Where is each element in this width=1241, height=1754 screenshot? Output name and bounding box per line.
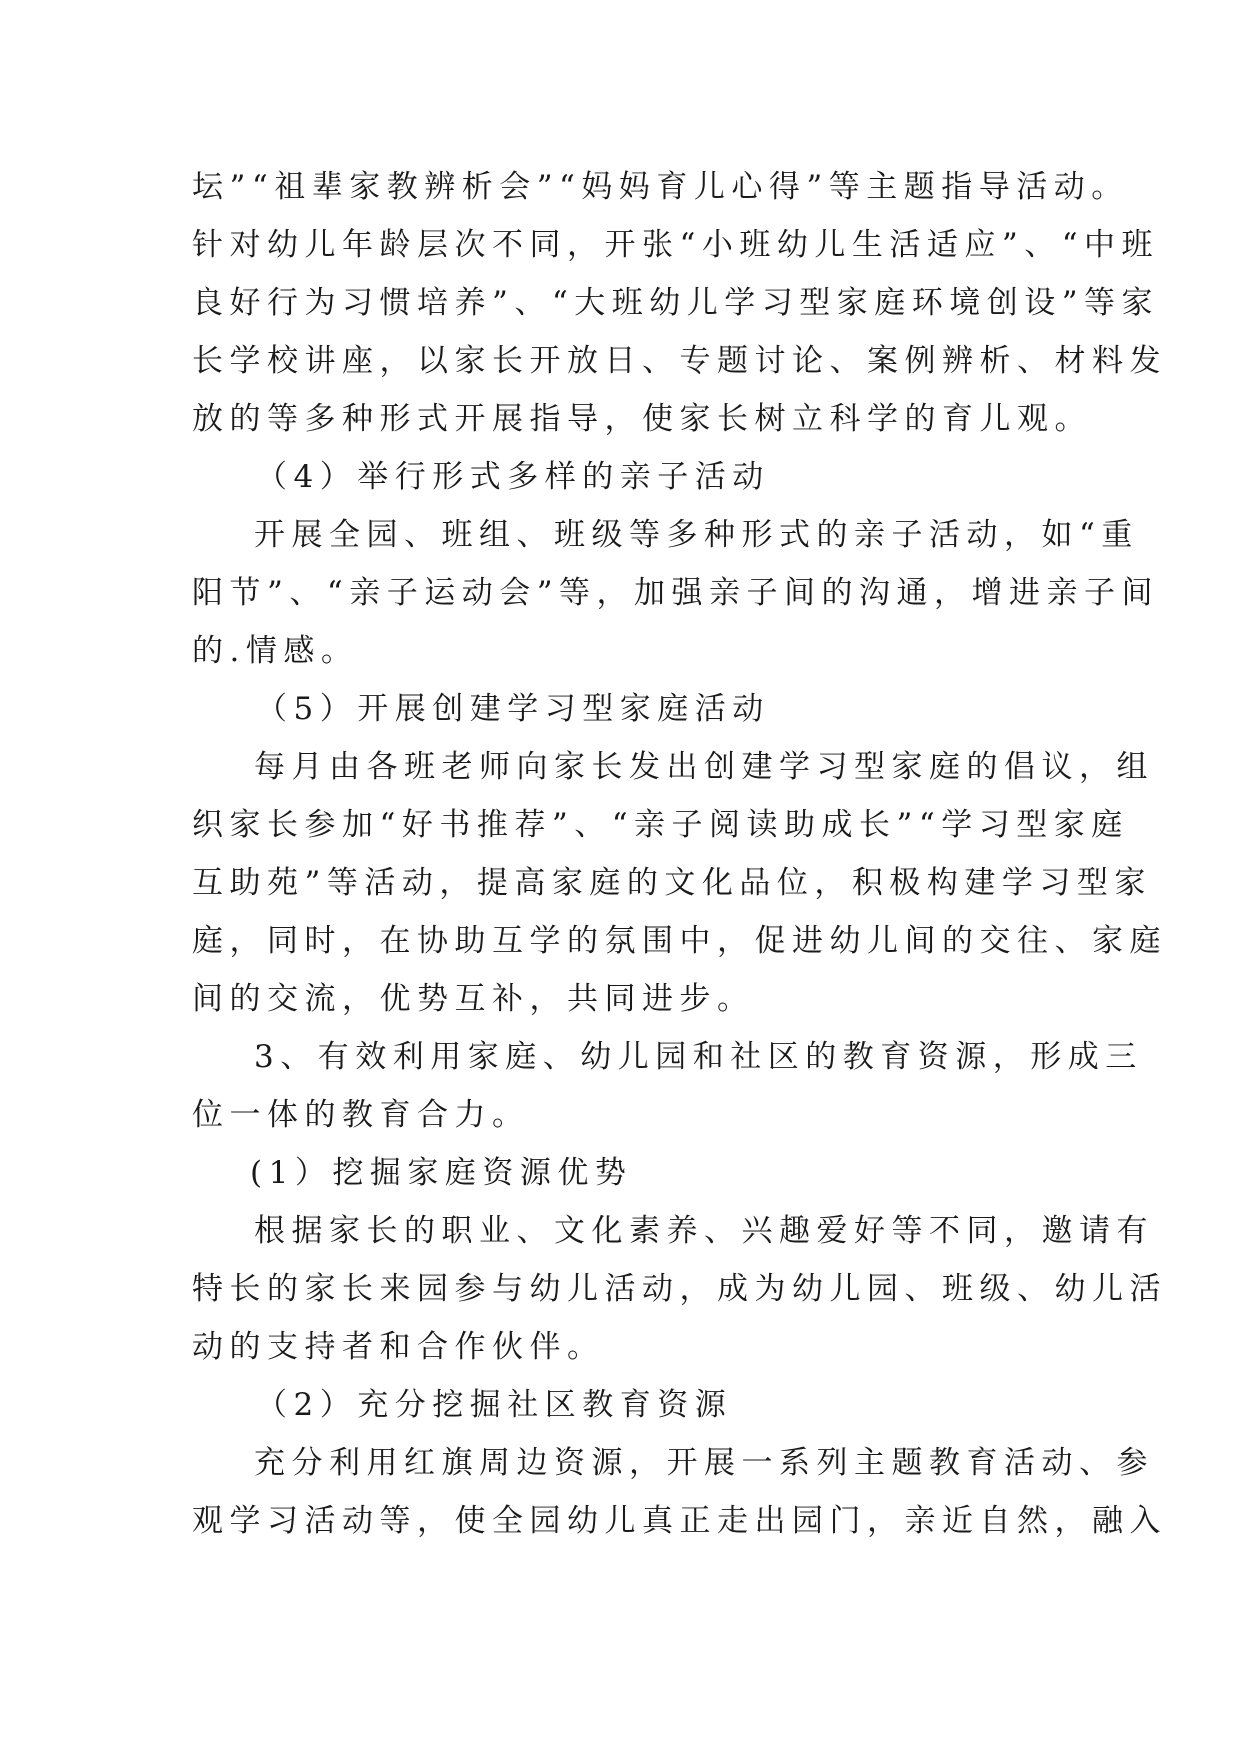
section-heading: （4）举行形式多样的亲子活动 [256,459,770,495]
text-line: 观学习活动等，使全园幼儿真正走出园门，亲近自然，融入 [192,1503,1167,1539]
text-line: 特长的家长来园参与幼儿活动，成为幼儿园、班级、幼儿活 [192,1271,1167,1307]
text-line: 放的等多种形式开展指导，使家长树立科学的育儿观。 [192,401,1092,437]
paragraph-start-line: 每月由各班老师向家长发出创建学习型家庭的倡议，组 [254,749,1154,785]
text-line: 间的交流，优势互补，共同进步。 [192,981,755,1017]
document-body [192,158,1167,1550]
text-line: 阳节”、“亲子运动会”等，加强亲子间的沟通，增进亲子间 [192,575,1160,611]
paragraph-start-line: 充分利用红旗周边资源，开展一系列主题教育活动、参 [254,1445,1154,1481]
text-line: 的.情感。 [192,633,359,669]
paragraph-start-line: 根据家长的职业、文化素养、兴趣爱好等不同，邀请有 [254,1213,1154,1249]
text-line: 互助苑”等活动，提高家庭的文化品位，积极构建学习型家 [192,865,1152,901]
section-heading: (1）挖掘家庭资源优势 [250,1155,633,1191]
text-line: 庭，同时，在协助互学的氛围中，促进幼儿间的交往、家庭 [192,923,1167,959]
text-line: 织家长参加“好书推荐”、“亲子阅读助成长”“学习型家庭 [192,807,1129,843]
text-line: 针对幼儿年龄层次不同，开张“小班幼儿生活适应”、“中班 [192,227,1160,263]
text-line: 良好行为习惯培养”、“大班幼儿学习型家庭环境创设”等家 [192,285,1160,321]
section-heading: （2）充分挖掘社区教育资源 [256,1387,733,1423]
text-line: 动的支持者和合作伙伴。 [192,1329,605,1365]
text-line: 坛”“祖辈家教辨析会”“妈妈育儿心得”等主题指导活动。 [192,169,1129,205]
text-line: 位一体的教育合力。 [192,1097,530,1133]
section-heading: 3、有效利用家庭、幼儿园和社区的教育资源，形成三 [254,1039,1143,1075]
section-heading: （5）开展创建学习型家庭活动 [256,691,770,727]
text-line: 长学校讲座，以家长开放日、专题讨论、案例辨析、材料发 [192,343,1167,379]
paragraph-start-line: 开展全园、班组、班级等多种形式的亲子活动，如“重 [254,517,1139,553]
